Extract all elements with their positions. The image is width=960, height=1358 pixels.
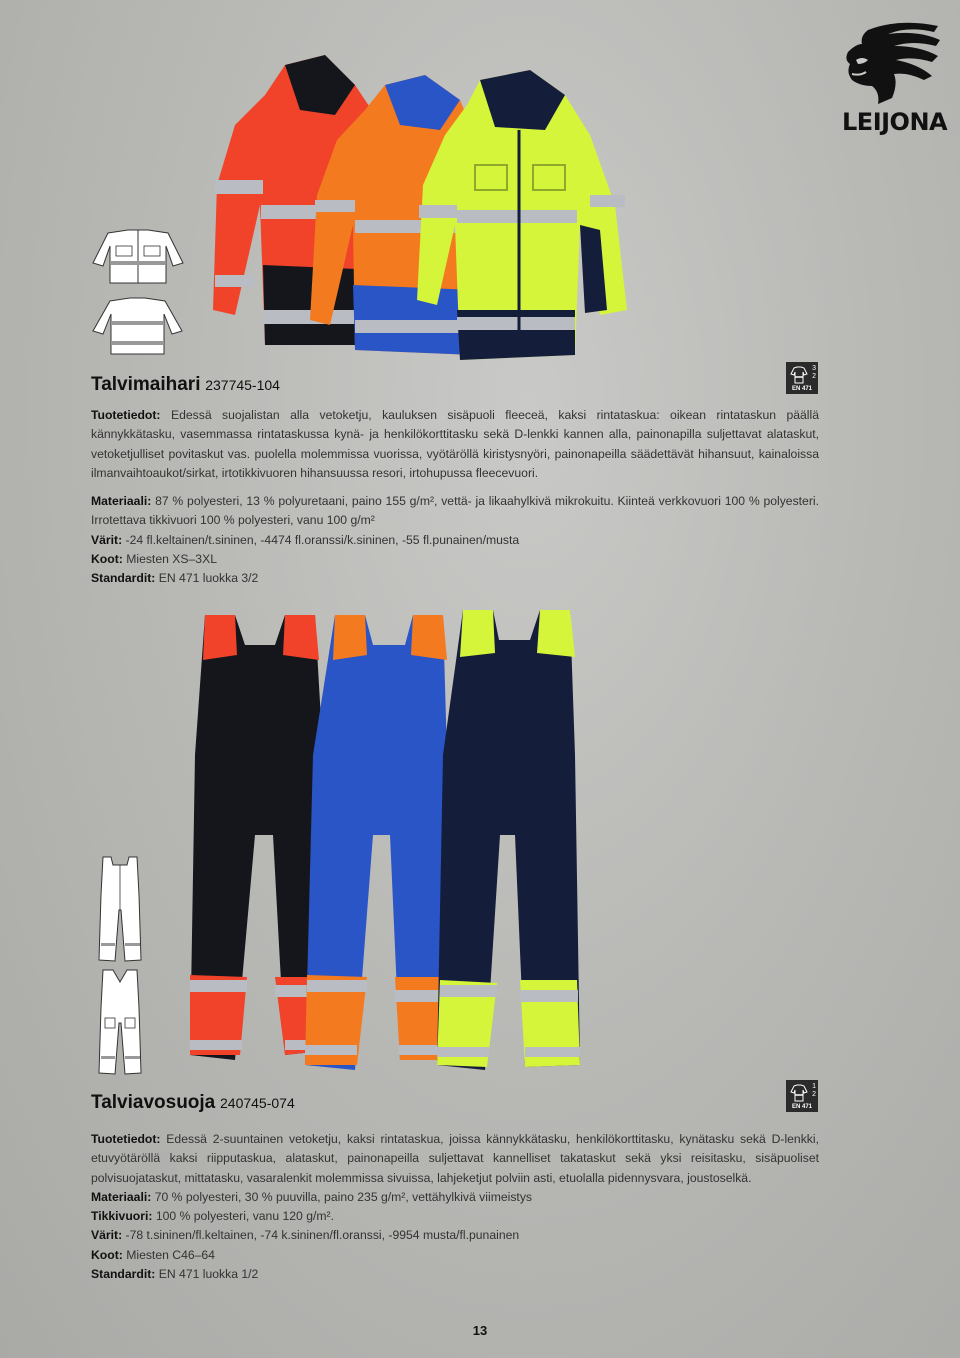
varit-text: -78 t.sininen/fl.keltainen, -74 k.sininen/fl.oranssi, -9954 musta/fl.punainen: [125, 1228, 520, 1243]
overall-back-sketch: [95, 968, 145, 1076]
materiaali-text: 87 % polyesteri, 13 % polyuretaani, paino 155 g/m², vettä- ja likaahylkivä mikrokuitu. Kiinteä verkkovuori 100 % polyesteri. Irrotettava tikkivuori 100 % polyesteri, vanu 100 g/m²: [91, 494, 819, 528]
tuotetiedot-label: Tuotetiedot:: [91, 408, 161, 422]
jackets-product-image: [205, 55, 635, 365]
product2-description: [91, 1130, 819, 1284]
standardit-text: EN 471 luokka 1/2: [158, 1267, 259, 1282]
product2-tikkivuori: [91, 1207, 819, 1226]
badge-class-top: 3: [812, 365, 816, 372]
product2-koot: [91, 1246, 819, 1265]
product1-name: Talvimaihari: [91, 374, 201, 395]
standardit-label: Standardit:: [91, 571, 156, 586]
koot-label: Koot:: [91, 552, 123, 567]
badge-label: EN 471: [791, 386, 812, 392]
materiaali-label: Materiaali:: [91, 494, 152, 509]
product2-name: Talviavosuoja: [91, 1092, 216, 1113]
tuotetiedot-text: Edessä suojalistan alla vetoketju, kauluksen sisäpuoli fleeceä, kaksi rintataskua: oikean rintataskun päällä kännykkätasku, vasemmassa rintataskussa kynä- ja henkilökorttitasku sekä D-lenkki kannen alla, painonapilla suljettavat alataskut, vetoketjulliset povitaskut vas. puolella molemmissa vuorissa, vyötäröllä kiristysnyöri, painonapeilla säädettävät hihansuut, kainaloissa ilmanvaihtoaukot/sirkat, irtotikkivuoren hihansuussa resori, irtohupussa fleecevuori.: [91, 408, 819, 480]
badge-class-top: 1: [812, 1083, 816, 1090]
page-number: 13: [472, 1323, 488, 1338]
brand-name: LEIJONA: [842, 108, 948, 136]
materiaali-text: 70 % polyesteri, 30 % puuvilla, paino 235 g/m², vettähylkivä viimeistys: [154, 1189, 533, 1204]
product1-materiaali: [91, 492, 819, 531]
overall-navy-yellow: [437, 610, 580, 1070]
koot-text: Miesten C46–64: [126, 1247, 215, 1262]
product2-en471-badge: [786, 1080, 818, 1112]
product2-tuotetiedot: [91, 1130, 819, 1188]
product2-code: 240745-074: [220, 1095, 295, 1111]
koot-text: Miesten XS–3XL: [126, 552, 217, 567]
varit-text: -24 fl.keltainen/t.sininen, -4474 fl.oranssi/k.sininen, -55 fl.punainen/musta: [125, 532, 520, 547]
product1-koot: [91, 550, 819, 569]
overall-blue-orange: [305, 615, 453, 1070]
badge-label: EN 471: [791, 1104, 812, 1110]
product2-varit: [91, 1226, 819, 1245]
tikkivuori-label: Tikkivuori:: [91, 1209, 153, 1224]
koot-label: Koot:: [91, 1247, 123, 1262]
overall-front-sketch: [95, 855, 145, 963]
lion-head-icon: [838, 20, 944, 106]
product1-badge-class: [812, 365, 816, 381]
badge-class-bottom: 2: [812, 1091, 816, 1098]
product2-badge-class: [812, 1083, 816, 1099]
brand-logo: [838, 20, 948, 135]
product2-standardit: [91, 1265, 819, 1284]
jacket-back-sketch: [90, 296, 185, 358]
varit-label: Värit:: [91, 532, 123, 547]
tuotetiedot-text: Edessä 2-suuntainen vetoketju, kaksi rintataskua, joissa kännykkätasku, henkilökorttitasku, kynätasku sekä D-lenkki, etuvyötäröllä kaksi riipputaskua, alataskut, painonapeilla suljettavat kannelliset takataskut sekä yksi reisitasku, sisäpuoliset polvisuojataskut, mittatasku, vasaralenkit molemmissa sivuissa, lahjeketjut polviin asti, etuolalla pidennysvara, joustoselkä.: [91, 1132, 819, 1185]
product1-tuotetiedot: [91, 406, 819, 483]
tikkivuori-text: 100 % polyesteri, vanu 120 g/m².: [155, 1209, 334, 1224]
product2-materiaali: [91, 1188, 819, 1207]
hivis-jacket-icon: [789, 365, 809, 385]
materiaali-label: Materiaali:: [91, 1189, 152, 1204]
product1-en471-badge: [786, 362, 818, 394]
jacket-front-sketch: [88, 228, 188, 288]
product1-description: [91, 406, 819, 589]
badge-class-bottom: 2: [812, 373, 816, 380]
product1-code: 237745-104: [205, 377, 280, 393]
product1-varit: [91, 531, 819, 550]
hivis-jacket-icon: [789, 1083, 809, 1103]
product2-title-row: [91, 1092, 295, 1114]
tuotetiedot-label: Tuotetiedot:: [91, 1132, 161, 1146]
standardit-label: Standardit:: [91, 1267, 156, 1282]
product1-title-row: [91, 374, 280, 396]
varit-label: Värit:: [91, 1228, 123, 1243]
standardit-text: EN 471 luokka 3/2: [158, 571, 259, 586]
overalls-product-image: [185, 605, 585, 1075]
product1-standardit: [91, 569, 819, 588]
